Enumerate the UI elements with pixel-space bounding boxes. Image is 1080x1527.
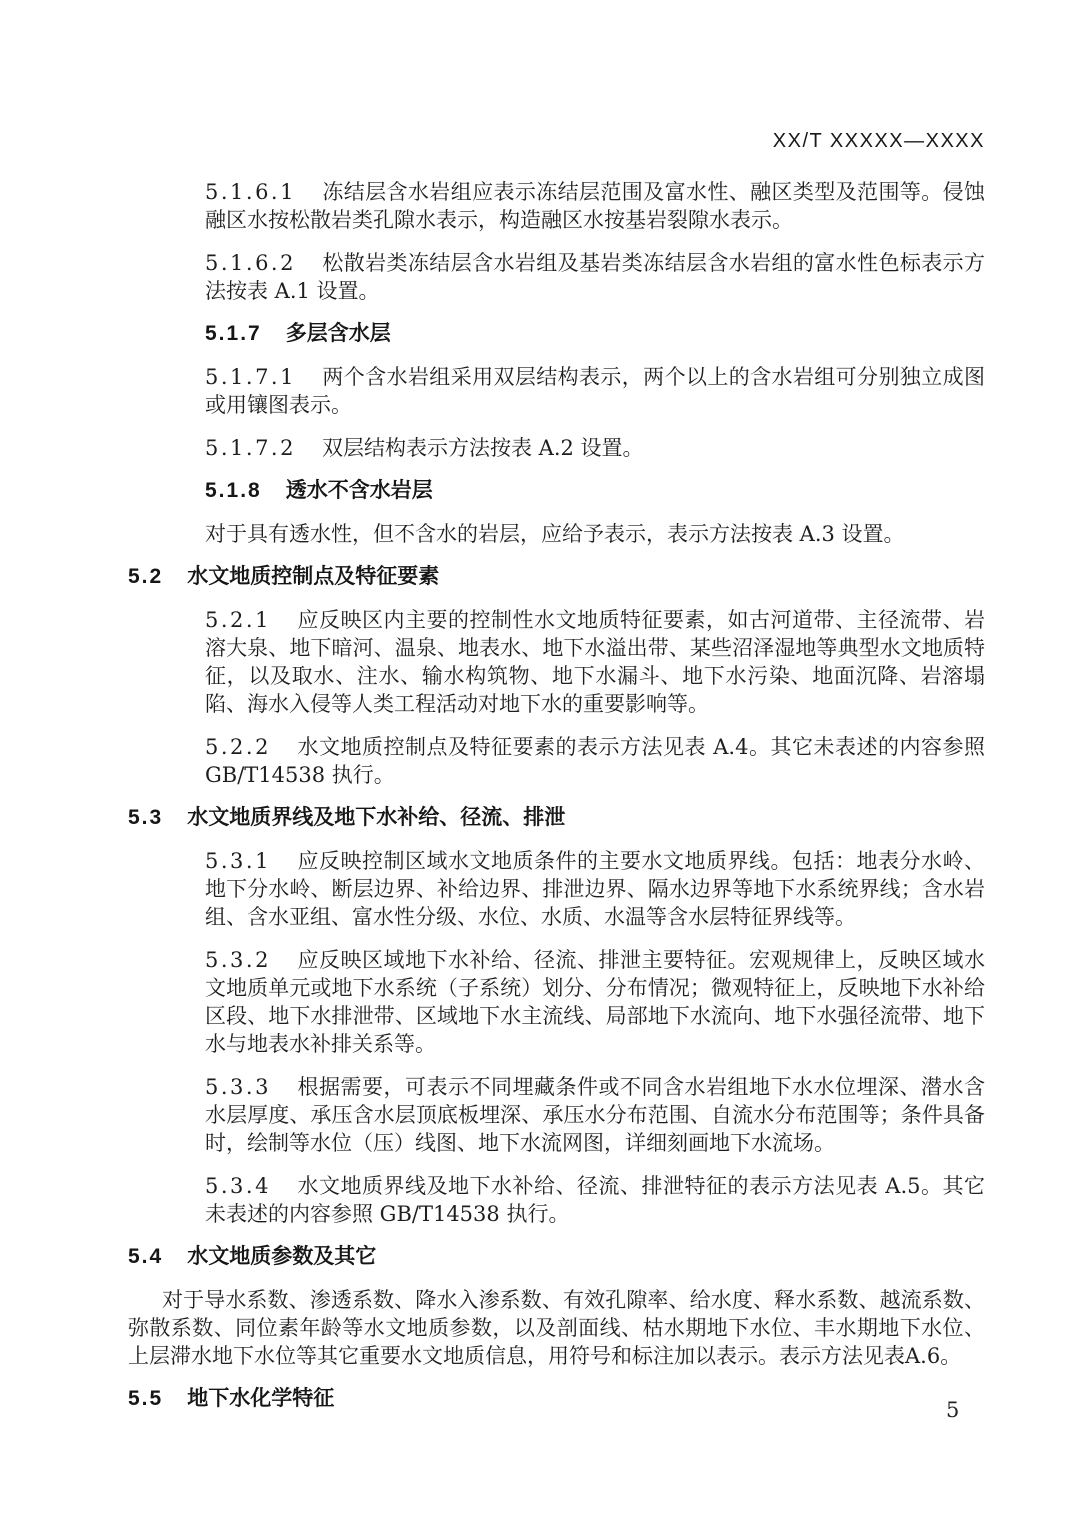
clause-5-1-6-2: [205, 249, 985, 305]
clause-5-1-7-2: [205, 434, 985, 462]
clause-5-3-3: [205, 1073, 985, 1157]
clause-number: 5.3.1: [205, 849, 271, 873]
clause-5-1-6-1: [205, 178, 985, 234]
paragraph-5-1-8-body: [205, 520, 985, 548]
heading-text: 水文地质参数及其它: [187, 1245, 377, 1268]
paragraph-5-4-body: [128, 1286, 985, 1370]
clause-text: 应反映区域地下水补给、径流、排泄主要特征。宏观规律上，反映区域水文地质单元或地下水系统（子系统）划分、分布情况；微观特征上，反映地下水补给区段、地下水排泄带、区域地下水主流线、局部地下水流向、地下水强径流带、地下水与地表水补排关系等。: [205, 948, 985, 1056]
heading-number: 5.1.8: [205, 479, 262, 502]
heading-number: 5.4: [128, 1245, 164, 1268]
clause-5-3-4: [205, 1172, 985, 1228]
clause-text: 两个含水岩组采用双层结构表示，两个以上的含水岩组可分别独立成图或用镶图表示。: [205, 365, 985, 417]
heading-text: 多层含水层: [285, 322, 391, 345]
heading-text: 透水不含水岩层: [285, 479, 433, 502]
clause-number: 5.3.4: [205, 1174, 271, 1198]
heading-5-5: [128, 1385, 985, 1413]
heading-number: 5.3: [128, 806, 164, 829]
clause-number: 5.2.1: [205, 608, 271, 632]
clause-5-3-1: [205, 847, 985, 931]
clause-text: 根据需要，可表示不同埋藏条件或不同含水岩组地下水水位埋深、潜水含水层厚度、承压含水层顶底板埋深、承压水分布范围、自流水分布范围等；条件具备时，绘制等水位（压）线图、地下水流网图，详细刻画地下水流场。: [205, 1075, 985, 1155]
heading-number: 5.2: [128, 565, 164, 588]
clause-text: 应反映区内主要的控制性水文地质特征要素，如古河道带、主径流带、岩溶大泉、地下暗河、温泉、地表水、地下水溢出带、某些沼泽湿地等典型水文地质特征，以及取水、注水、输水构筑物、地下水漏斗、地下水污染、地面沉降、岩溶塌陷、海水入侵等人类工程活动对地下水的重要影响等。: [205, 608, 985, 716]
clause-text: 水文地质界线及地下水补给、径流、排泄特征的表示方法见表 A.5。其它未表述的内容参照 GB/T14538 执行。: [205, 1174, 985, 1226]
paragraph-text: 对于导水系数、渗透系数、降水入渗系数、有效孔隙率、给水度、释水系数、越流系数、弥散系数、同位素年龄等水文地质参数，以及剖面线、枯水期地下水位、丰水期地下水位、上层滞水地下水位等其它重要水文地质信息，用符号和标注加以表示。表示方法见表A.6。: [128, 1288, 985, 1368]
paragraph-text: 对于具有透水性，但不含水的岩层，应给予表示，表示方法按表 A.3 设置。: [205, 522, 905, 546]
clause-text: 松散岩类冻结层含水岩组及基岩类冻结层含水岩组的富水性色标表示方法按表 A.1 设置。: [205, 251, 985, 303]
clause-text: 冻结层含水岩组应表示冻结层范围及富水性、融区类型及范围等。侵蚀融区水按松散岩类孔隙水表示，构造融区水按基岩裂隙水表示。: [205, 180, 985, 232]
clause-text: 应反映控制区域水文地质条件的主要水文地质界线。包括：地表分水岭、地下分水岭、断层边界、补给边界、排泄边界、隔水边界等地下水系统界线；含水岩组、含水亚组、富水性分级、水位、水质、水温等含水层特征界线等。: [205, 849, 985, 929]
clause-5-2-1: [205, 606, 985, 718]
heading-text: 水文地质控制点及特征要素: [187, 565, 440, 588]
clause-number: 5.3.3: [205, 1075, 271, 1099]
heading-5-1-8: [205, 477, 985, 505]
heading-text: 地下水化学特征: [187, 1387, 335, 1410]
standard-code-header: XX/T XXXXX—XXXX: [772, 130, 985, 152]
clause-number: 5.1.6.2: [205, 251, 296, 275]
clause-number: 5.2.2: [205, 735, 271, 759]
heading-text: 水文地质界线及地下水补给、径流、排泄: [187, 806, 566, 829]
clause-5-3-2: [205, 946, 985, 1058]
heading-5-3: [128, 804, 985, 832]
heading-number: 5.5: [128, 1387, 164, 1410]
clause-number: 5.1.7.2: [205, 436, 296, 460]
heading-number: 5.1.7: [205, 322, 262, 345]
document-body: [128, 163, 985, 1428]
heading-5-2: [128, 563, 985, 591]
clause-text: 双层结构表示方法按表 A.2 设置。: [321, 436, 644, 460]
clause-5-1-7-1: [205, 363, 985, 419]
clause-5-2-2: [205, 733, 985, 789]
page-number: 5: [946, 1398, 960, 1422]
clause-number: 5.1.6.1: [205, 180, 296, 204]
clause-number: 5.3.2: [205, 948, 271, 972]
heading-5-4: [128, 1243, 985, 1271]
clause-number: 5.1.7.1: [205, 365, 296, 389]
clause-text: 水文地质控制点及特征要素的表示方法见表 A.4。其它未表述的内容参照 GB/T14538 执行。: [205, 735, 985, 787]
heading-5-1-7: [205, 320, 985, 348]
